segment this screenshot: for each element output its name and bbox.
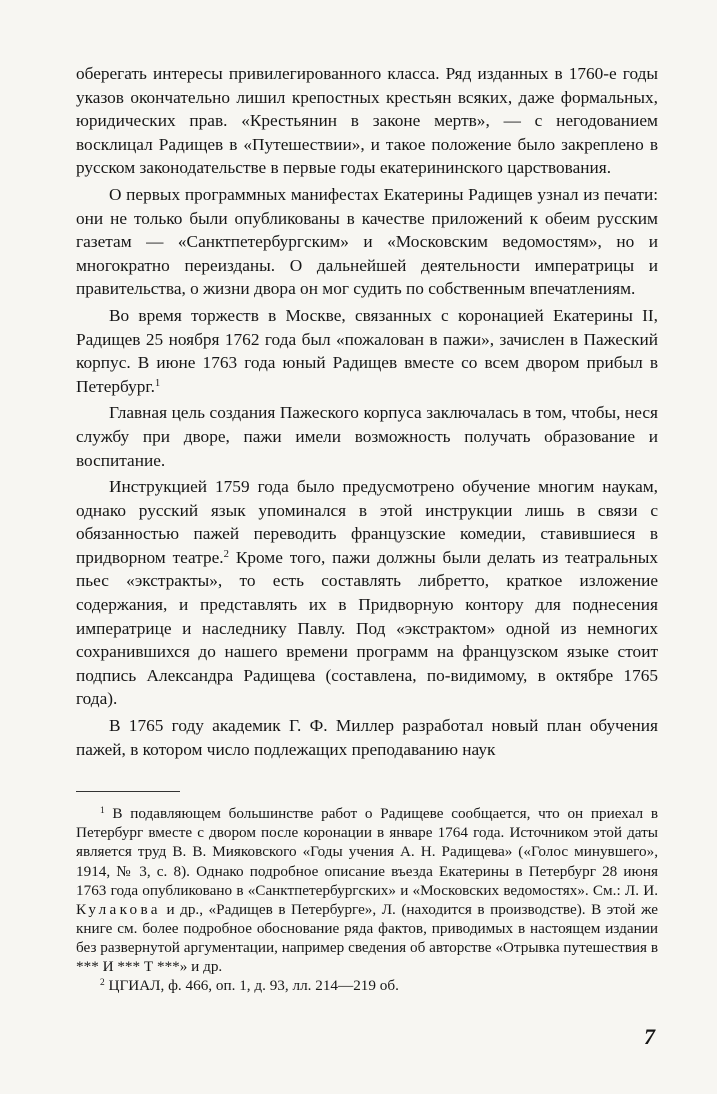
footnote-mark: 1 [100, 806, 105, 817]
footnote-text: ЦГИАЛ, ф. 466, оп. 1, д. 93, лл. 214—219 об. [104, 977, 399, 995]
footnote-2 [76, 976, 658, 995]
paragraph-4 [76, 401, 658, 472]
footnote-1 [76, 804, 658, 976]
page-body [76, 62, 658, 995]
paragraph-text: Инструкцией 1759 года было предусмотрено обучение многим наукам, однако русский язык упоминался в этой инструкции лишь в связи с обязанностью пажей переводить французские комедии, ставившиеся в придворном театре. [76, 477, 658, 567]
footnote-spaced-name: Кулакова [76, 900, 161, 918]
paragraph-3 [76, 304, 658, 398]
paragraph-text: оберегать интересы привилегированного класса. Ряд изданных в 1760-е годы указов окончательно лишил крепостных крестьян всяких, даже формальных, юридических прав. «Крестьянин в законе мертв», — с негодованием восклицал Радищев в «Путешествии», и такое положение было закреплено в русском законодательстве в первые годы екатерининского царствования. [76, 64, 658, 178]
paragraph-5 [76, 475, 658, 711]
footnote-divider [76, 791, 180, 792]
page-number: 7 [644, 1024, 655, 1049]
footnote-ref-1: 1 [154, 376, 161, 389]
footnote-mark: 2 [100, 977, 105, 988]
paragraph-text: Кроме того, пажи должны были делать из театральных пьес «экстракты», то есть составлять либретто, краткое изложение содержания, и представлять их в Придворную контору для поднесения императрице и наследнику Павлу. Под «экстрактом» одной из немногих сохранившихся до нашего времени программ на французском языке стоит подпись Александра Радищева (составлена, по-видимому, в октябре 1765 года). [76, 547, 658, 709]
paragraph-text: В 1765 году академик Г. Ф. Миллер разработал новый план обучения пажей, в котором число подлежащих преподаванию наук [76, 716, 658, 759]
footnote-text: В подавляющем большинстве работ о Радищеве сообщается, что он приехал в Петербург вместе с двором после коронации в январе 1764 года. Источником этой даты является труд В. В. Мияковского «Годы учения А. Н. Радищева» («Голос минувшего», 1914, № 3, с. 8). Однако подробное описание въезда Екатерины в Петербург 28 июня 1763 года опубликовано в «Санктпетербургских» и «Московских ведомостях». См.: Л. И. [76, 805, 658, 899]
footnote-text: и др., «Радищев в Петербурге», Л. (находится в производстве). В этой же книге см. более подробное обоснование ряда фактов, приводимых в настоящем издании без развернутой аргументации, например сведения об авторстве «Отрывка путешествия в *** И *** Т ***» и др. [76, 900, 658, 975]
paragraph-2 [76, 183, 658, 301]
footnote-ref-2: 2 [223, 547, 229, 560]
paragraph-text: Во время торжеств в Москве, связанных с коронацией Екатерины II, Радищев 25 ноября 1762 года был «пожалован в пажи», зачислен в Пажеский корпус. В июне 1763 года юный Радищев вместе со всем двором прибыл в Петербург. [76, 305, 658, 396]
paragraph-6 [76, 714, 658, 761]
paragraph-1 [76, 62, 658, 180]
paragraph-text: Главная цель создания Пажеского корпуса заключалась в том, чтобы, неся службу при дворе, пажи имели возможность получать образование и воспитание. [76, 403, 658, 470]
paragraph-text: О первых программных манифестах Екатерины Радищев узнал из печати: они не только были опубликованы в качестве приложений к обеим русским газетам — «Санктпетербургским» и «Московским ведомостям», но и многократно переизданы. О дальнейшей деятельности императрицы и правительства, о жизни двора он мог судить по собственным впечатлениям. [76, 184, 658, 299]
